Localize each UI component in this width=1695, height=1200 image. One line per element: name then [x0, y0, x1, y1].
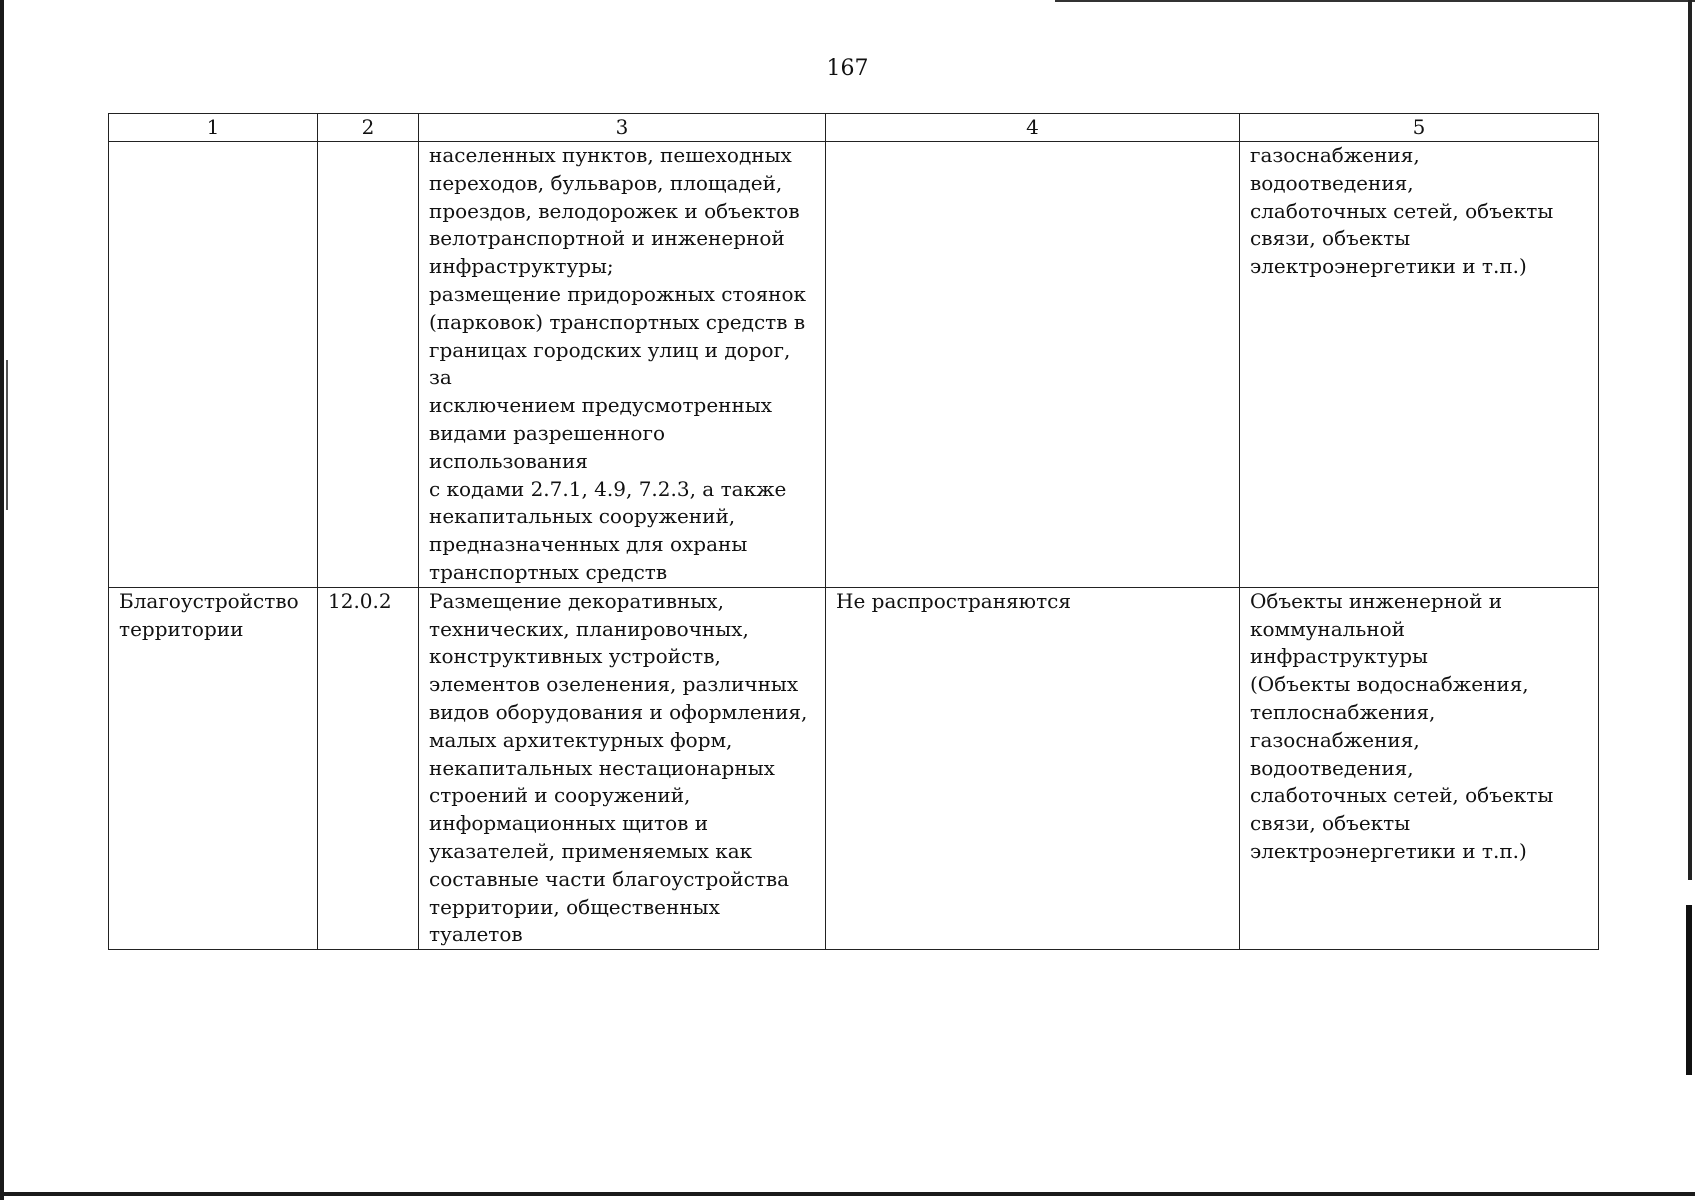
cell-auxiliary-uses: газоснабжения, водоотведения, слаботочных сетей, объекты связи, объекты электроэнергетики и т.п.)	[1240, 142, 1599, 588]
cell-use-code	[318, 142, 419, 588]
scan-edge-bottom	[0, 1192, 1695, 1196]
scan-edge-right	[1688, 0, 1692, 880]
scan-edge-top	[1055, 0, 1695, 2]
header-cell-5: 5	[1240, 114, 1599, 142]
page-number: 167	[826, 56, 869, 81]
table-header-row	[109, 114, 1599, 142]
header-cell-3: 3	[419, 114, 826, 142]
header-cell-1: 1	[109, 114, 318, 142]
cell-use-description: населенных пунктов, пешеходных переходов, бульваров, площадей, проездов, велодорожек и объектов велотранспортной и инженерной инфраструктуры; размещение придорожных стоянок (парковок) транспортных средств в границах городских улиц и дорог, за исключением предусмотренных видами разрешенного использования с кодами 2.7.1, 4.9, 7.2.3, а также некапитальных сооружений, предназначенных для охраны транспортных средств	[419, 142, 826, 588]
scan-mark-left	[6, 360, 8, 510]
table-row	[109, 587, 1599, 949]
cell-use-description: Размещение декоративных, технических, планировочных, конструктивных устройств, элементов озеленения, различных видов оборудования и оформления, малых архитектурных форм, некапитальных нестационарных строений и сооружений, информационных щитов и указателей, применяемых как составные части благоустройства территории, общественных туалетов	[419, 587, 826, 949]
cell-use-name	[109, 142, 318, 588]
header-cell-2: 2	[318, 114, 419, 142]
cell-parameters: Не распространяются	[826, 587, 1240, 949]
cell-use-code: 12.0.2	[318, 587, 419, 949]
regulations-table	[108, 113, 1599, 950]
cell-auxiliary-uses: Объекты инженерной и коммунальной инфраструктуры (Объекты водоснабжения, теплоснабжения, газоснабжения, водоотведения, слаботочных сетей, объекты связи, объекты электроэнергетики и т.п.)	[1240, 587, 1599, 949]
scan-mark-right	[1686, 905, 1692, 1075]
scan-edge-left	[0, 0, 4, 1200]
table-row	[109, 142, 1599, 588]
cell-parameters	[826, 142, 1240, 588]
cell-use-name: Благоустройство территории	[109, 587, 318, 949]
header-cell-4: 4	[826, 114, 1240, 142]
